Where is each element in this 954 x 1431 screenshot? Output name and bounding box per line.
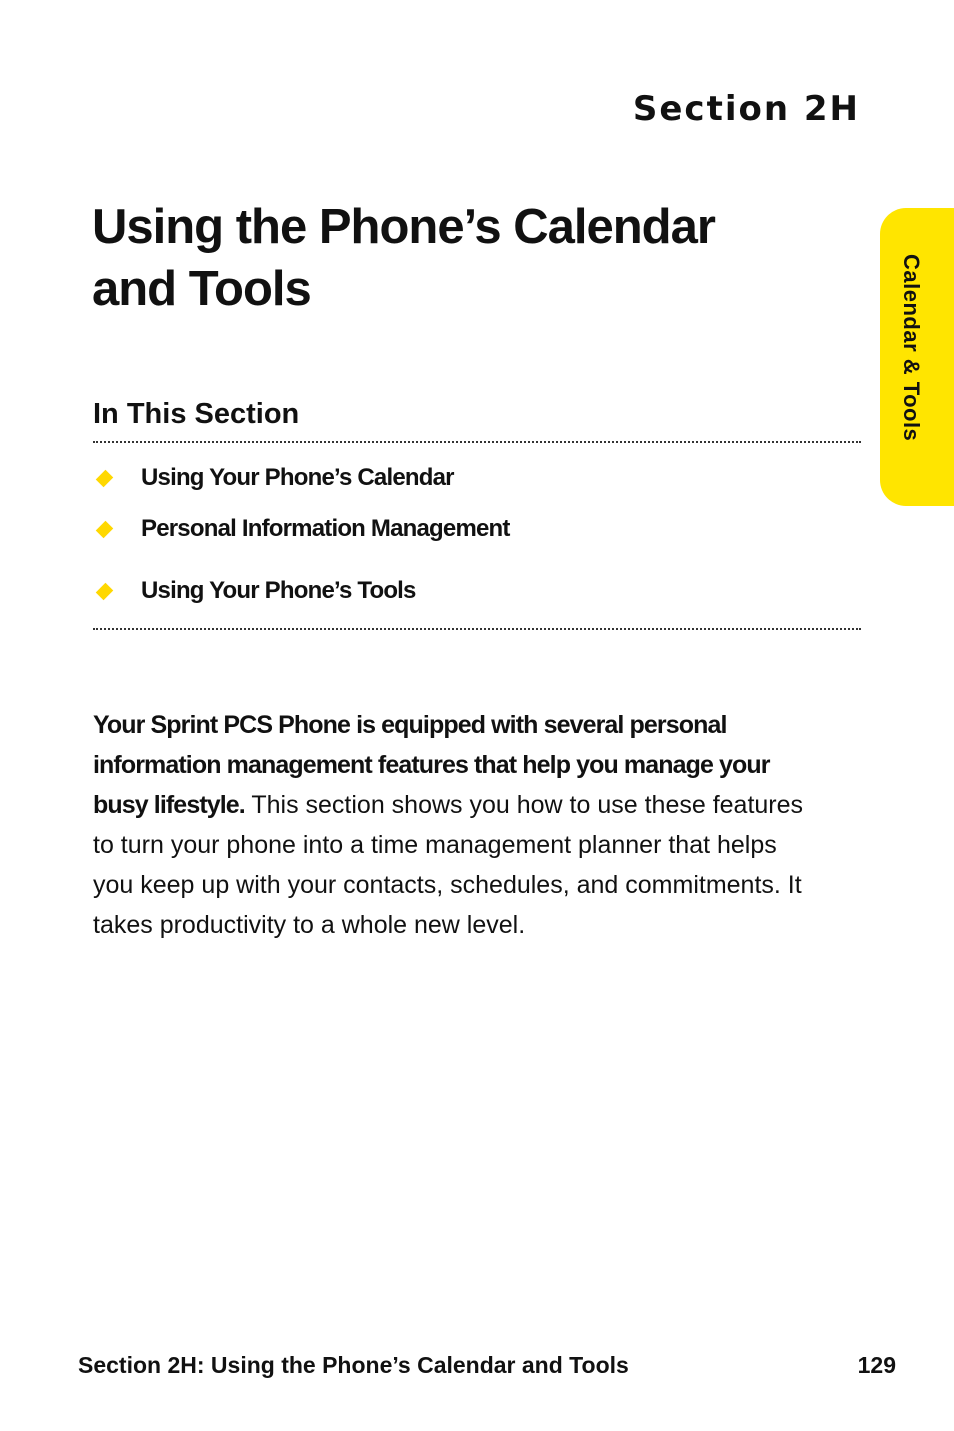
page-title-line-1: Using the Phone’s Calendar (92, 200, 715, 254)
intro-paragraph (93, 705, 813, 945)
diamond-bullet-icon (96, 520, 114, 538)
page-number: 129 (857, 1352, 896, 1378)
section-contents-list (96, 458, 856, 622)
diamond-bullet-icon (96, 469, 114, 487)
side-tab-label: Calendar & Tools (899, 254, 924, 442)
in-this-section-heading: In This Section (93, 398, 300, 430)
list-item-label: Using Your Phone’s Tools (141, 577, 416, 604)
page-title (92, 196, 792, 320)
dotted-divider-top (93, 441, 861, 443)
dotted-divider-bottom (93, 628, 861, 630)
list-item[interactable] (96, 560, 856, 622)
list-item-label: Using Your Phone’s Calendar (141, 464, 454, 491)
list-item-label: Personal Information Management (141, 515, 510, 542)
list-item[interactable] (96, 458, 856, 498)
page-title-line-2: and Tools (92, 262, 311, 316)
intro-lead: Your Sprint PCS Phone is equipped with several personal information management features that help you manage your busy lifestyle. (93, 711, 770, 819)
list-item[interactable] (96, 498, 856, 560)
side-tab (880, 208, 954, 506)
footer-title: Section 2H: Using the Phone’s Calendar and Tools (78, 1352, 629, 1378)
diamond-bullet-icon (96, 582, 114, 600)
intro-body: This section shows you how to use these features to turn your phone into a time management planner that helps you keep up with your contacts, schedules, and commitments. It takes productivity to a whole new level. (93, 791, 804, 939)
section-label: Section 2H (632, 89, 860, 129)
